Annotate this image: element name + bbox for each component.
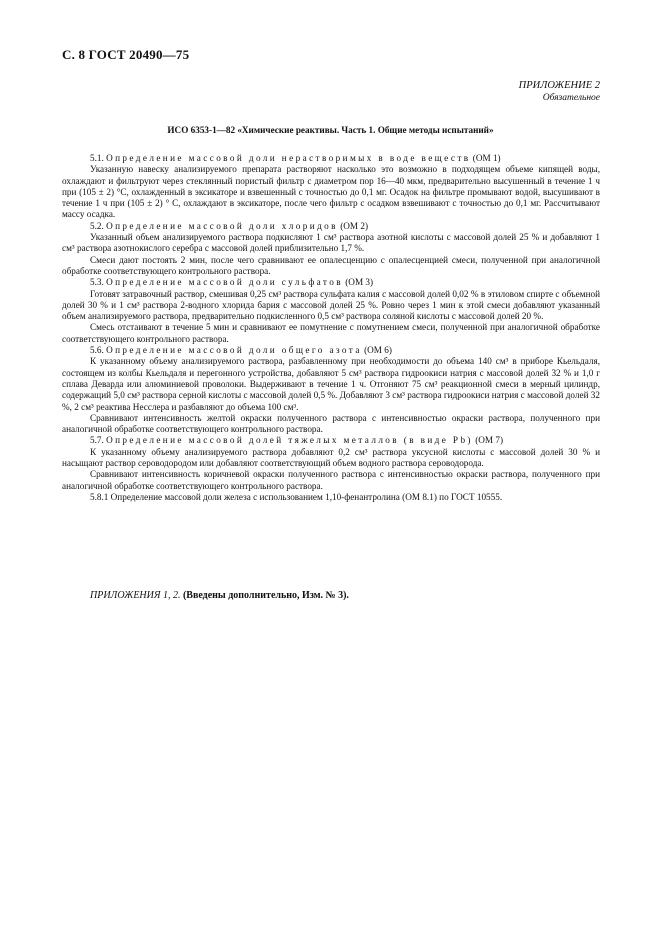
document-body bbox=[62, 153, 600, 503]
paragraph: 5.8.1 Определение массовой доли железа с использованием 1,10-фенантролина (ОМ 8.1) по ГОСТ 10555. bbox=[90, 491, 503, 502]
section-title: Определение массовой доли хлоридов bbox=[106, 220, 338, 231]
section-number: 5.1. bbox=[90, 153, 104, 163]
section-title: Определение массовой доли нерастворимых в воде веществ bbox=[106, 153, 471, 163]
section-title: Определение массовой доли общего азота bbox=[106, 345, 362, 356]
section-title: Определение массовой долей тяжелых металлов (в виде Pb) bbox=[106, 435, 473, 446]
paragraph: Сравнивают интенсивность желтой окраски полученного раствора с интенсивностью окраски раствора, полученного при аналогичной обработке соответствующего контрольного раствора. bbox=[62, 412, 600, 435]
paragraph: Смесь отстаивают в течение 5 мин и сравнивают ее помутнение с помутнением смеси, полученной при аналогичной обработке соответствующего контрольного раствора. bbox=[62, 322, 600, 344]
section-code: (ОМ 3) bbox=[345, 277, 374, 288]
section-code: (ОМ 7) bbox=[475, 435, 504, 446]
paragraph: Сравнивают интенсивность коричневой окраски полученного раствора с интенсивностью окраски раствора, полученного при аналогичной обработке соответствующего контрольного раствора. bbox=[62, 469, 600, 491]
section-number: 5.2. bbox=[90, 220, 104, 231]
section-heading bbox=[62, 153, 600, 164]
page-header: С. 8 ГОСТ 20490—75 bbox=[62, 47, 190, 62]
section-code: (ОМ 6) bbox=[364, 345, 392, 356]
section-heading bbox=[62, 221, 600, 232]
section-heading bbox=[62, 277, 600, 288]
section-number: 5.7. bbox=[90, 435, 104, 446]
document-title: ИСО 6353-1—82 «Химические реактивы. Часть 1. Общие методы испытаний» bbox=[167, 125, 494, 135]
section-title: Определение массовой доли сульфатов bbox=[106, 277, 343, 288]
section-heading bbox=[62, 435, 600, 446]
appendix-note bbox=[90, 590, 349, 601]
paragraph: Указанный объем анализируемого раствора подкисляют 1 см³ раствора азотной кислоты с массовой долей 25 % и добавляют 1 см³ раствора азотнокислого серебра с массовой долей приблизительно 1,7 %. bbox=[62, 232, 600, 254]
paragraph: К указанному объему анализируемого раствора, разбавленному при необходимости до объема 140 см³ в приборе Кьельдаля, состоящем из колбы Кьельдаля и перегонного устройства, добавляют 5 см³ раствора гидроокиси натрия с массовой долей 32 % и 1,0 г сплава Деварда или алюминиевой проволоки. Выдерживают в течение 1 ч. Отгоняют 75 см³ реакционной смеси в мерный цилиндр, содержащий 5,0 см³ раствора серной кислоты с массовой долей 0,5 %. Добавляют 3 см³ раствора гидроокиси натрия с массовой долей 32 %, 2 см³ реактива Несслера и разбавляют до объема 100 см³. bbox=[62, 356, 600, 412]
section-number: 5.3. bbox=[90, 277, 104, 288]
section-code: (ОМ 2) bbox=[340, 220, 369, 231]
paragraph: Указанную навеску анализируемого препарата растворяют насколько это возможно в подходящем объеме кипящей воды, охлаждают и фильтруют через стеклянный пористый фильтр с диаметром пор 16—40 мкм, предварительно высушенный в течение 1 ч при (105 ± 2) °C, охлажденный в эксикаторе и взвешенный с точностью до 0,1 мг. Осадок на фильтре промывают водой, высушивают в течение 1 ч при (105 ± 2) ° С, охлаждают в эксикаторе, после чего фильтр с осадком взвешивают с точностью до 0,1 мг. Рассчитывают массу осадка. bbox=[62, 164, 600, 220]
appendix-label-block bbox=[519, 80, 600, 104]
section-number: 5.6. bbox=[90, 345, 104, 356]
paragraph: К указанному объему анализируемого раствора добавляют 0,2 см³ раствора уксусной кислоты с массовой долей 30 % и насыщают раствор сероводородом или добавляют соответствующий объем водного раствора сероводорода. bbox=[62, 446, 600, 469]
appendix-note-label: ПРИЛОЖЕНИЯ 1, 2. bbox=[90, 590, 181, 601]
paragraph: Готовят затравочный раствор, смешивая 0,25 см³ раствора сульфата калия с массовой долей 0,02 % в этиловом спирте с объемной долей 30 % и 1 см³ раствора 2-водного хлорида бария с массовой долей 25 %. Ровно через 1 мин к этой смеси добавляют указанный объем анализируемого раствора, предварительно подкисленного 0,5 см³ раствора соляной кислоты с массовой долей 20 %. bbox=[62, 288, 600, 322]
section-heading bbox=[62, 345, 600, 356]
section-code: (ОМ 1) bbox=[472, 153, 501, 163]
appendix-label: ПРИЛОЖЕНИЕ 2 bbox=[518, 80, 600, 91]
appendix-note-text: (Введены дополнительно, Изм. № 3). bbox=[182, 590, 349, 601]
appendix-status: Обязательное bbox=[542, 93, 600, 103]
paragraph: Смеси дают постоять 2 мин, после чего сравнивают ее опалесценцию с опалесценцией смеси, полученной при аналогичной обработке соответствующего контрольного раствора. bbox=[62, 254, 600, 276]
